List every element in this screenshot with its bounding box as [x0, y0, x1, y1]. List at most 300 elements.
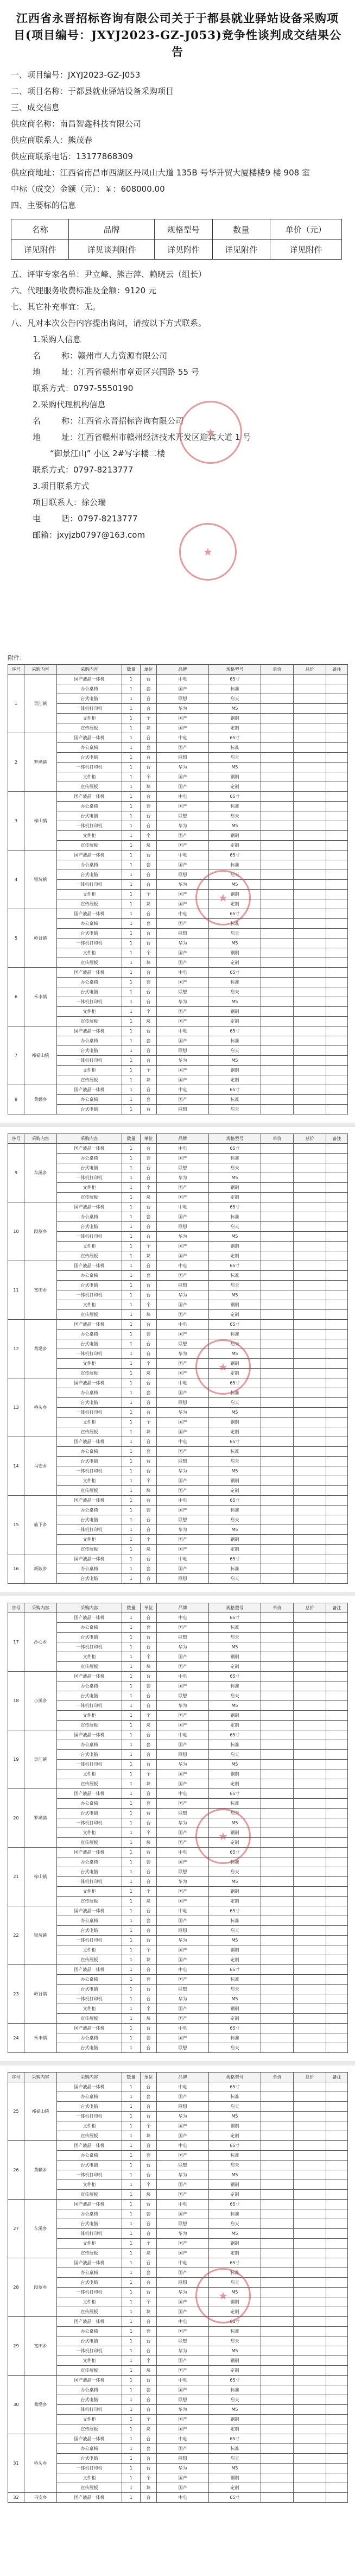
annex-cell: 一体机打印机	[57, 1994, 122, 2004]
annex-cell	[261, 1388, 294, 1398]
annex-cell: 个	[141, 1007, 157, 1017]
annex-row	[8, 1378, 348, 1388]
summary-header: 名称	[11, 219, 69, 240]
annex-cell: 国产	[157, 1799, 209, 1809]
annex-cell: 台式电脑	[57, 1750, 122, 1760]
annex-cell	[294, 1085, 326, 1095]
annex-cell: 1	[122, 1026, 141, 1036]
annex-row	[8, 2190, 348, 2200]
annex-cell: 华为	[157, 2288, 209, 2297]
annex-cell	[294, 2464, 326, 2473]
annex-cell	[294, 694, 326, 704]
annex-cell	[294, 1750, 326, 1760]
annex-row	[8, 1955, 348, 1965]
annex-header-cell: 采购内容	[57, 2073, 122, 2082]
annex-cell	[261, 939, 294, 948]
annex-cell: 国产液晶一体机	[57, 733, 122, 743]
annex-cell	[261, 2385, 294, 2395]
annex-cell: 国产	[157, 1945, 209, 1955]
annex-cell: 启天	[209, 694, 261, 704]
annex-cell	[326, 2434, 348, 2444]
annex-cell: 文件柜	[57, 1887, 122, 1897]
annex-row	[8, 792, 348, 802]
annex-cell	[261, 948, 294, 958]
annex-cell	[261, 2424, 294, 2434]
annex-cell	[326, 1085, 348, 1095]
annex-cell	[294, 772, 326, 782]
annex-cell	[294, 763, 326, 772]
annex-cell: 办公桌椅	[57, 1916, 122, 1926]
annex-station-name: 罗坳镇	[24, 1789, 57, 1848]
annex-cell: 1	[122, 2249, 141, 2258]
annex-cell	[294, 1916, 326, 1926]
annex-cell	[294, 811, 326, 821]
annex-cell: 1	[122, 2043, 141, 2053]
annex-header-cell: 采购内容	[57, 1603, 122, 1613]
annex-cell: 1	[122, 968, 141, 978]
annex-cell: 块	[141, 2483, 157, 2493]
annex-cell: 中电	[157, 1848, 209, 1857]
annex-cell	[261, 2229, 294, 2239]
annex-cell: M5	[209, 1232, 261, 1242]
annex-cell: 中电	[157, 2493, 209, 2503]
annex-cell: 1	[122, 1926, 141, 1936]
annex-cell: 启天	[209, 753, 261, 763]
annex-cell: 办公桌椅	[57, 2033, 122, 2043]
annex-cell	[294, 1290, 326, 1300]
annex-cell: 联想	[157, 2043, 209, 2053]
annex-cell: 华为	[157, 2170, 209, 2180]
annex-cell: 块	[141, 1017, 157, 1026]
annex-cell: 1	[122, 1828, 141, 1838]
annex-cell: 套	[141, 2385, 157, 2395]
annex-cell: 台	[141, 1691, 157, 1701]
annex-cell: M5	[209, 1290, 261, 1300]
annex-cell	[294, 851, 326, 860]
annex-cell	[261, 802, 294, 811]
annex-cell: 宣传展板	[57, 2424, 122, 2434]
annex-cell: 国产	[157, 2327, 209, 2336]
annex-row-number: 5	[8, 909, 24, 968]
annex-cell: 一体机打印机	[57, 2346, 122, 2356]
annex-cell: 台式电脑	[57, 2043, 122, 2053]
annex-cell: 块	[141, 2131, 157, 2141]
annex-cell: 宣传展板	[57, 1955, 122, 1965]
annex-cell	[326, 2082, 348, 2092]
annex-cell	[294, 2229, 326, 2239]
annex-cell: 中电	[157, 1672, 209, 1681]
annex-cell: 宣传展板	[57, 1251, 122, 1261]
annex-cell	[326, 2229, 348, 2239]
annex-cell	[326, 841, 348, 851]
summary-table	[11, 219, 342, 260]
annex-cell: 台	[141, 1408, 157, 1418]
agency-heading: 2.采购代理机构信息	[33, 400, 106, 410]
annex-cell	[261, 1691, 294, 1701]
annex-cell: M5	[209, 1173, 261, 1183]
annex-row	[8, 899, 348, 909]
annex-cell	[326, 1955, 348, 1965]
annex-row	[8, 1388, 348, 1398]
annex-cell	[261, 899, 294, 909]
annex-cell: 国产液晶一体机	[57, 2024, 122, 2033]
annex-cell	[326, 675, 348, 684]
annex-cell: 国产液晶一体机	[57, 1965, 122, 1975]
annex-cell	[326, 2092, 348, 2102]
annex-cell	[326, 2464, 348, 2473]
annex-row	[8, 909, 348, 919]
annex-cell: 1	[122, 1075, 141, 1085]
annex-cell	[261, 1740, 294, 1750]
annex-cell	[326, 2327, 348, 2336]
annex-row	[8, 1066, 348, 1075]
annex-station-name: 黄麟乡	[24, 2141, 57, 2200]
annex-cell: 1	[122, 1838, 141, 1848]
annex-cell: 国产	[157, 1242, 209, 1251]
annex-cell	[261, 2434, 294, 2444]
annex-cell: 台	[141, 1466, 157, 1476]
annex-cell: 65寸	[209, 2082, 261, 2092]
annex-cell: 1	[122, 899, 141, 909]
annex-cell: 个	[141, 1066, 157, 1075]
annex-cell: 块	[141, 899, 157, 909]
annex-cell	[261, 2395, 294, 2405]
annex-cell: 国产	[157, 1183, 209, 1193]
annex-cell	[261, 1789, 294, 1799]
annex-header-cell: 序号	[8, 1134, 24, 1144]
annex-cell: 办公桌椅	[57, 1036, 122, 1046]
annex-cell	[326, 1799, 348, 1809]
annex-cell	[326, 2043, 348, 2053]
annex-header-cell: 规格型号	[209, 665, 261, 675]
annex-cell	[326, 899, 348, 909]
annex-cell: 定制	[209, 723, 261, 733]
annex-cell	[326, 1554, 348, 1564]
annex-row	[8, 1623, 348, 1633]
annex-header-cell: 品牌	[157, 1134, 209, 1144]
annex-row-number: 24	[8, 2024, 24, 2053]
annex-cell: 华为	[157, 1936, 209, 1945]
annex-row	[8, 1554, 348, 1564]
annex-cell: 1	[122, 1105, 141, 1114]
annex-cell: 钢制	[209, 1769, 261, 1779]
annex-cell: 台	[141, 939, 157, 948]
annex-cell: 台	[141, 1730, 157, 1740]
annex-cell	[326, 1447, 348, 1457]
annex-cell: 1	[122, 684, 141, 694]
annex-cell: 台	[141, 2258, 157, 2268]
annex-cell	[261, 2317, 294, 2327]
annex-cell: 1	[122, 841, 141, 851]
annex-cell	[261, 2376, 294, 2385]
annex-cell: 定制	[209, 2366, 261, 2376]
annex-cell: 钢制	[209, 2180, 261, 2190]
annex-cell	[261, 1251, 294, 1261]
annex-cell	[261, 753, 294, 763]
annex-cell: 国产液晶一体机	[57, 2376, 122, 2385]
annex-cell	[261, 1398, 294, 1408]
official-seal-stamp	[195, 2268, 251, 2323]
annex-cell	[326, 723, 348, 733]
annex-cell	[261, 1769, 294, 1779]
annex-row	[8, 1887, 348, 1897]
annex-row	[8, 2336, 348, 2346]
annex-row	[8, 1633, 348, 1642]
annex-cell: 国产	[157, 1887, 209, 1897]
annex-cell: 办公桌椅	[57, 1388, 122, 1398]
annex-cell	[261, 2092, 294, 2102]
annex-cell: 1	[122, 1691, 141, 1701]
annex-cell	[294, 958, 326, 968]
annex-row	[8, 929, 348, 939]
annex-cell: 联想	[157, 1281, 209, 1290]
annex-cell	[261, 1623, 294, 1633]
agency-phone: 联系方式：0797-8213777	[33, 465, 134, 475]
annex-cell	[294, 2376, 326, 2385]
annex-row	[8, 1857, 348, 1867]
annex-cell: 标准	[209, 2385, 261, 2395]
annex-cell	[261, 2415, 294, 2424]
annex-cell: M5	[209, 1642, 261, 1652]
annex-cell: 台	[141, 909, 157, 919]
annex-cell: 一体机打印机	[57, 1290, 122, 1300]
annex-cell: 标准	[209, 978, 261, 987]
annex-cell: 一体机打印机	[57, 1818, 122, 1828]
annex-row	[8, 1105, 348, 1114]
annex-cell: 台	[141, 1848, 157, 1857]
annex-cell: 1	[122, 1652, 141, 1662]
annex-cell: 1	[122, 2483, 141, 2493]
annex-cell	[261, 2356, 294, 2366]
annex-cell: 标准	[209, 919, 261, 929]
annex-cell: 定制	[209, 1251, 261, 1261]
annex-cell: 国产液晶一体机	[57, 1026, 122, 1036]
annex-cell: 台	[141, 753, 157, 763]
annex-cell: 启天	[209, 1515, 261, 1525]
annex-cell: 启天	[209, 2395, 261, 2405]
annex-row	[8, 2249, 348, 2258]
annex-cell: 1	[122, 1349, 141, 1359]
annex-cell: 办公桌椅	[57, 1564, 122, 1574]
annex-cell: 华为	[157, 2464, 209, 2473]
annex-station-name: 桥头乡	[24, 1378, 57, 1437]
annex-row	[8, 1564, 348, 1574]
annex-cell	[261, 2346, 294, 2356]
annex-cell	[294, 1310, 326, 1320]
annex-cell: M5	[209, 2288, 261, 2297]
annex-cell: 1	[122, 1867, 141, 1877]
annex-cell	[261, 1144, 294, 1154]
annex-cell: 文件柜	[57, 1769, 122, 1779]
annex-row	[8, 1711, 348, 1721]
annex-cell: 国产	[157, 684, 209, 694]
annex-cell: 标准	[209, 1564, 261, 1574]
annex-cell	[326, 2200, 348, 2209]
annex-cell	[326, 1769, 348, 1779]
annex-cell	[326, 792, 348, 802]
annex-row	[8, 1496, 348, 1506]
annex-cell: 台式电脑	[57, 1515, 122, 1525]
annex-cell	[294, 1877, 326, 1887]
annex-row	[8, 2366, 348, 2376]
annex-cell: 国产	[157, 1251, 209, 1261]
annex-cell: 联想	[157, 1691, 209, 1701]
annex-cell	[261, 2307, 294, 2317]
annex-cell	[294, 997, 326, 1007]
annex-cell: 台式电脑	[57, 2161, 122, 2170]
annex-header-cell: 总价	[294, 665, 326, 675]
annex-row	[8, 958, 348, 968]
annex-cell: 1	[122, 2297, 141, 2307]
annex-cell: 宣传展板	[57, 1779, 122, 1789]
annex-row	[8, 772, 348, 782]
annex-cell	[261, 2249, 294, 2258]
annex-cell	[294, 2366, 326, 2376]
annex-cell	[294, 1154, 326, 1163]
annex-cell: 办公桌椅	[57, 1271, 122, 1281]
annex-cell	[294, 704, 326, 714]
annex-cell	[261, 2483, 294, 2493]
annex-cell: 1	[122, 2464, 141, 2473]
annex-cell: 联想	[157, 1515, 209, 1525]
annex-cell: 1	[122, 675, 141, 684]
annex-cell	[294, 2180, 326, 2190]
annex-cell: 华为	[157, 1466, 209, 1476]
annex-cell: 1	[122, 1457, 141, 1466]
official-seal-stamp	[179, 401, 242, 464]
annex-row-number: 18	[8, 1672, 24, 1730]
annex-cell	[261, 1867, 294, 1877]
annex-row-number: 26	[8, 2141, 24, 2200]
annex-cell	[261, 997, 294, 1007]
annex-cell: 国产	[157, 1652, 209, 1662]
annex-row	[8, 1994, 348, 2004]
annex-station-name: 马安乡	[24, 1437, 57, 1496]
annex-cell	[261, 2219, 294, 2229]
annex-row	[8, 968, 348, 978]
annex-cell: 65寸	[209, 1320, 261, 1330]
annex-cell: 一体机打印机	[57, 1349, 122, 1359]
annex-cell	[294, 782, 326, 792]
annex-cell: M5	[209, 1760, 261, 1769]
annex-cell: 华为	[157, 1349, 209, 1359]
annex-row-number: 9	[8, 1144, 24, 1202]
annex-cell: 1	[122, 987, 141, 997]
annex-row-number: 6	[8, 968, 24, 1026]
annex-station-name: 岭背镇	[24, 1965, 57, 2024]
annex-cell: 台	[141, 704, 157, 714]
annex-cell	[294, 1398, 326, 1408]
annex-row	[8, 675, 348, 684]
annex-cell	[261, 1085, 294, 1095]
annex-row	[8, 1848, 348, 1857]
annex-cell	[326, 1681, 348, 1691]
annex-cell: 联想	[157, 1105, 209, 1114]
annex-cell: 1	[122, 802, 141, 811]
annex-cell	[261, 968, 294, 978]
annex-cell: 联想	[157, 1163, 209, 1173]
annex-cell	[326, 1613, 348, 1623]
contact-heading: 八、凡对本次公告内容提出询问，请按以下方式联系。	[11, 318, 207, 328]
annex-cell	[261, 1163, 294, 1173]
annex-cell: 国产	[157, 1857, 209, 1867]
annex-cell: 65寸	[209, 1496, 261, 1506]
annex-cell: 启天	[209, 1163, 261, 1173]
annex-cell	[261, 1916, 294, 1926]
annex-row	[8, 1818, 348, 1828]
annex-cell	[261, 1730, 294, 1740]
annex-cell: 华为	[157, 1408, 209, 1418]
annex-cell: 联想	[157, 2219, 209, 2229]
annex-cell	[261, 2288, 294, 2297]
annex-cell	[326, 2004, 348, 2014]
annex-cell	[261, 1066, 294, 1075]
annex-row	[8, 2473, 348, 2483]
annex-cell	[294, 1633, 326, 1642]
annex-cell: 文件柜	[57, 2004, 122, 2014]
annex-row	[8, 2327, 348, 2336]
annex-cell	[294, 1457, 326, 1466]
annex-cell: 定制	[209, 2307, 261, 2317]
annex-cell: 块	[141, 1369, 157, 1378]
annex-cell	[261, 704, 294, 714]
annex-cell	[294, 2288, 326, 2297]
annex-cell	[326, 694, 348, 704]
annex-cell: 块	[141, 2190, 157, 2200]
annex-cell	[294, 714, 326, 723]
annex-cell: 1	[122, 811, 141, 821]
annex-cell: 文件柜	[57, 1183, 122, 1193]
annex-cell: 1	[122, 1183, 141, 1193]
supplier-contact: 供应商联系人：熊茂春	[11, 135, 93, 145]
annex-cell	[294, 723, 326, 733]
annex-cell	[294, 2121, 326, 2131]
annex-cell	[326, 1985, 348, 1994]
annex-row-number: 7	[8, 1026, 24, 1085]
annex-header-row	[8, 1134, 348, 1144]
annex-cell	[294, 2346, 326, 2356]
annex-cell	[326, 1437, 348, 1447]
annex-cell: 套	[141, 978, 157, 987]
annex-row	[8, 1506, 348, 1515]
annex-cell: 台	[141, 675, 157, 684]
annex-cell: 一体机打印机	[57, 1936, 122, 1945]
annex-cell	[326, 1281, 348, 1290]
annex-cell	[261, 1105, 294, 1114]
annex-cell: 1	[122, 2317, 141, 2327]
annex-cell: 中电	[157, 909, 209, 919]
annex-cell: 台	[141, 2161, 157, 2170]
annex-cell: 1	[122, 1887, 141, 1897]
annex-cell	[261, 1701, 294, 1711]
annex-cell	[294, 1232, 326, 1242]
annex-cell: 台	[141, 1173, 157, 1183]
annex-cell: 一体机打印机	[57, 1232, 122, 1242]
annex-cell: 一体机打印机	[57, 821, 122, 831]
annex-cell	[326, 1486, 348, 1496]
annex-cell: 1	[122, 1085, 141, 1095]
annex-cell	[261, 2190, 294, 2200]
annex-cell: 国产液晶一体机	[57, 2434, 122, 2444]
annex-cell: 1	[122, 2219, 141, 2229]
annex-cell: 1	[122, 2141, 141, 2151]
annex-cell: 1	[122, 1554, 141, 1564]
annex-cell	[326, 2346, 348, 2356]
annex-cell: 国产液晶一体机	[57, 2493, 122, 2503]
annex-cell: 1	[122, 1662, 141, 1672]
annex-cell: 台	[141, 968, 157, 978]
annex-cell: 个	[141, 1359, 157, 1369]
